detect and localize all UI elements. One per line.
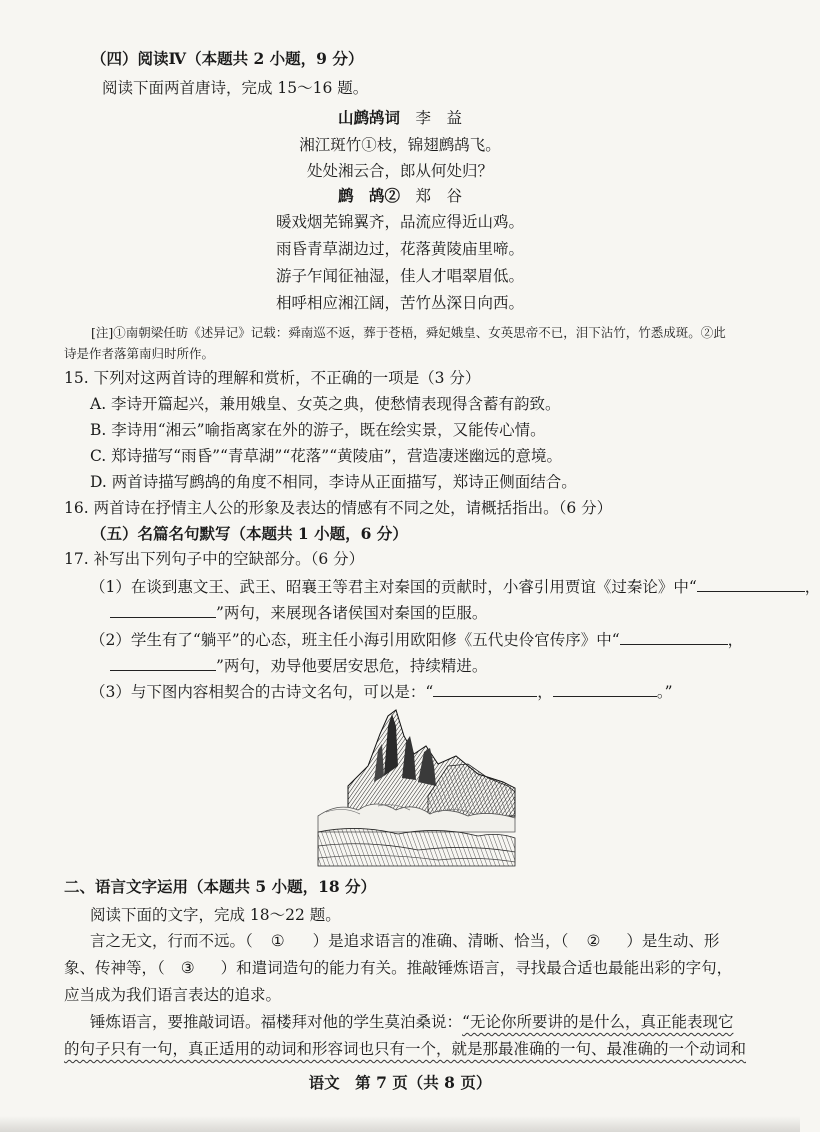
blank-marker-1: ① bbox=[270, 932, 285, 950]
mountain-illustration bbox=[318, 706, 515, 866]
passage-text: ）和遣词造句的能力有关。推敲锤炼语言，寻找最合适也最能出彩的字句， bbox=[220, 959, 733, 977]
poem2-line-3: 游子乍闻征袖湿，佳人才唱翠眉低。 bbox=[275, 267, 524, 285]
closing-quote: 。” bbox=[656, 683, 673, 701]
passage-text: ）是生动、形 bbox=[626, 932, 720, 950]
passage-para1-line2 bbox=[64, 957, 732, 979]
poem2-line-4: 相呼相应湘江阔，苦竹丛深日向西。 bbox=[275, 294, 524, 312]
q17-part1-text: （1）在谈到惠文王、武王、昭襄王等君主对秦国的贡献时，小睿引用贾谊《过秦论》中“ bbox=[90, 578, 697, 596]
poem2-line-1: 暖戏烟芜锦翼齐，品流应得近山鸡。 bbox=[275, 213, 524, 231]
part2-instruction: 阅读下面的文字，完成 18～22 题。 bbox=[90, 906, 341, 924]
q17-part2-line2 bbox=[110, 654, 487, 677]
poem1-heading bbox=[0, 107, 800, 129]
q17-part1-line1 bbox=[90, 575, 820, 598]
comma: ， bbox=[804, 578, 820, 596]
page-footer: 语文 第 7 页（共 8 页） bbox=[308, 1073, 492, 1092]
section4-instruction: 阅读下面两首唐诗，完成 15～16 题。 bbox=[102, 79, 369, 97]
section5-heading: （五）名篇名句默写（本题共 1 小题，6 分） bbox=[91, 524, 408, 543]
answer-blank[interactable] bbox=[433, 680, 537, 697]
passage-para1-line1 bbox=[90, 930, 719, 952]
answer-blank[interactable] bbox=[620, 628, 728, 645]
passage-text: 象、传神等，（ bbox=[64, 959, 165, 977]
note-line-1: [注]①南朝梁任昉《述异记》记载：舜南巡不返，葬于苍梧，舜妃娥皇、女英思帝不已，泪下沾竹，竹悉成斑。②此 bbox=[91, 325, 726, 340]
poem2-title: 鹧 鸪② bbox=[337, 186, 400, 205]
note-line-2: 诗是作者落第南归时所作。 bbox=[64, 346, 215, 361]
passage-para2-line1 bbox=[90, 1011, 733, 1033]
q17-part3 bbox=[90, 680, 673, 703]
q17-part1-line2 bbox=[110, 601, 487, 624]
poem2-heading bbox=[0, 185, 800, 207]
passage-text: ）是追求语言的准确、清晰、恰当，（ bbox=[312, 932, 569, 950]
blank-marker-3: ③ bbox=[180, 959, 195, 977]
blank-marker-2: ② bbox=[586, 932, 601, 950]
passage-para1-line3: 应当成为我们语言表达的追求。 bbox=[64, 986, 282, 1004]
q15-option-b: B. 李诗用“湘云”喻指离家在外的游子，既在绘实景，又能传心情。 bbox=[90, 421, 546, 439]
q15-stem: 15. 下列对这两首诗的理解和赏析，不正确的一项是（3 分） bbox=[64, 369, 481, 387]
poem1-author: 李 益 bbox=[415, 109, 463, 127]
wavy-underlined-quote: “无论你所要讲的是什么，真正能表现它 bbox=[462, 1013, 734, 1031]
passage-text: 言之无文，行而不远。（ bbox=[90, 932, 253, 950]
q16-stem: 16. 两首诗在抒情主人公的形象及表达的情感有不同之处，请概括指出。（6 分） bbox=[64, 499, 613, 517]
passage-text: 锤炼语言，要推敲词语。福楼拜对他的学生莫泊桑说： bbox=[90, 1013, 463, 1031]
q17-part2-line1 bbox=[90, 628, 743, 651]
comma: ， bbox=[727, 631, 744, 649]
scan-shadow bbox=[0, 1116, 800, 1132]
q17-part2-tail: ”两句，劝导他要居安思危，持续精进。 bbox=[216, 657, 488, 675]
poem2-line-2: 雨昏青草湖边过，花落黄陵庙里啼。 bbox=[275, 240, 524, 258]
q17-part3-text: （3）与下图内容相契合的古诗文名句，可以是：“ bbox=[90, 683, 434, 701]
answer-blank[interactable] bbox=[110, 654, 216, 671]
poem1-line-2: 处处湘云合，郎从何处归？ bbox=[306, 162, 493, 180]
answer-blank[interactable] bbox=[697, 575, 805, 592]
answer-blank[interactable] bbox=[110, 601, 216, 618]
q17-part1-tail: ”两句，来展现各诸侯国对秦国的臣服。 bbox=[216, 604, 488, 622]
passage-para2-line2: 的句子只有一句，真正适用的动词和形容词也只有一个，就是那最准确的一句、最准确的一个动词和 bbox=[64, 1040, 747, 1058]
q15-option-a: A. 李诗开篇起兴，兼用娥皇、女英之典，使愁情表现得含蓄有韵致。 bbox=[90, 395, 561, 413]
q17-part2-text: （2）学生有了“躺平”的心态，班主任小海引用欧阳修《五代史伶官传序》中“ bbox=[90, 631, 620, 649]
q17-stem: 17. 补写出下列句子中的空缺部分。（6 分） bbox=[64, 550, 365, 568]
comma: ， bbox=[537, 683, 553, 701]
answer-blank[interactable] bbox=[553, 680, 657, 697]
q15-option-d: D. 两首诗描写鹧鸪的角度不相同，李诗从正面描写，郑诗正侧面结合。 bbox=[90, 473, 577, 491]
poem1-line-1: 湘江斑竹①枝，锦翅鹧鸪飞。 bbox=[299, 136, 501, 154]
section4-heading: （四）阅读Ⅳ（本题共 2 小题，9 分） bbox=[91, 49, 364, 68]
poem2-author: 郑 谷 bbox=[415, 187, 463, 205]
poem1-title: 山鹧鸪词 bbox=[337, 108, 400, 127]
q15-option-c: C. 郑诗描写“雨昏”“青草湖”“花落”“黄陵庙”，营造凄迷幽远的意境。 bbox=[90, 447, 563, 465]
part2-heading: 二、语言文字运用（本题共 5 小题，18 分） bbox=[64, 877, 377, 896]
